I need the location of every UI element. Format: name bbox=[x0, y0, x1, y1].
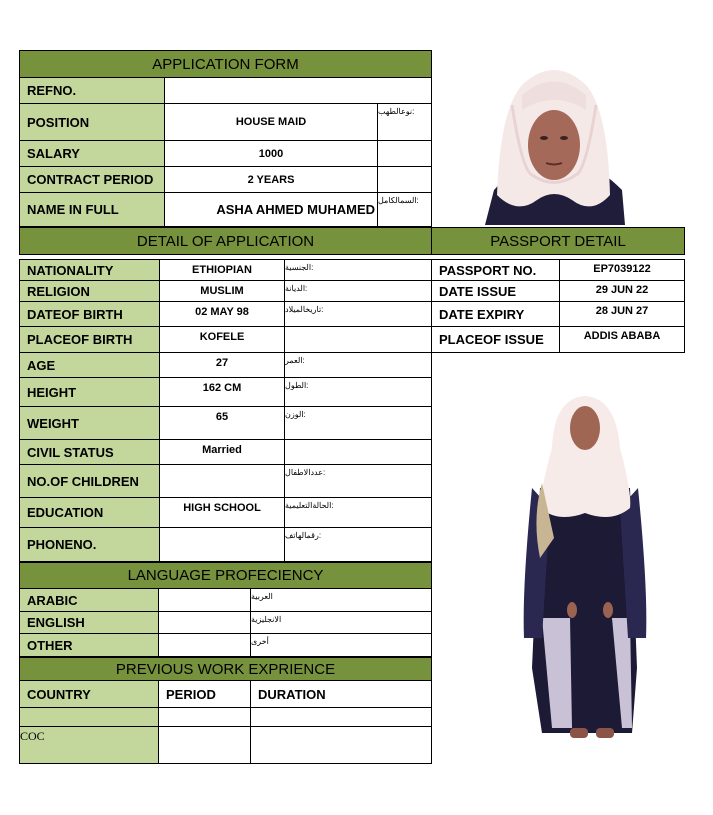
passport-label: PASSPORT NO. bbox=[432, 259, 560, 281]
detail-arabic-label: :الجنسية bbox=[285, 259, 432, 281]
name-value: ASHA AHMED MUHAMED bbox=[165, 193, 378, 227]
work-row-period bbox=[159, 708, 251, 727]
language-level bbox=[159, 589, 251, 612]
passport-label: DATE ISSUE bbox=[432, 281, 560, 302]
detail-value: 02 MAY 98 bbox=[160, 302, 285, 327]
language-arabic-label: أخرى bbox=[251, 634, 432, 657]
detail-arabic-label: :رقمالهاتف bbox=[285, 528, 432, 562]
contract-period-label: CONTRACT PERIOD bbox=[19, 167, 165, 193]
detail-label: HEIGHT bbox=[19, 378, 160, 407]
language-arabic-label: الانجليزية bbox=[251, 612, 432, 634]
detail-label: WEIGHT bbox=[19, 407, 160, 440]
position-arabic-label: :نوعالطهب bbox=[378, 104, 432, 141]
detail-value bbox=[160, 528, 285, 562]
detail-arabic-label: :الوزن bbox=[285, 407, 432, 440]
language-arabic-label: العربية bbox=[251, 589, 432, 612]
salary-label: SALARY bbox=[19, 141, 165, 167]
coc-period bbox=[159, 727, 251, 764]
passport-value: EP7039122 bbox=[560, 259, 685, 281]
detail-arabic-label bbox=[285, 327, 432, 353]
passport-label: DATE EXPIRY bbox=[432, 302, 560, 327]
passport-value: ADDIS ABABA bbox=[560, 327, 685, 353]
refno-label: REFNO. bbox=[19, 78, 165, 104]
detail-value: ETHIOPIAN bbox=[160, 259, 285, 281]
application-form-title: APPLICATION FORM bbox=[19, 50, 432, 78]
detail-label: NO.OF CHILDREN bbox=[19, 465, 160, 498]
detail-label: CIVIL STATUS bbox=[19, 440, 160, 465]
salary-value: 1000 bbox=[165, 141, 378, 167]
passport-detail-title: PASSPORT DETAIL bbox=[432, 227, 685, 255]
detail-arabic-label: :الطول bbox=[285, 378, 432, 407]
detail-arabic-label: :عددالاطفال bbox=[285, 465, 432, 498]
passport-value: 28 JUN 27 bbox=[560, 302, 685, 327]
position-label: POSITION bbox=[19, 104, 165, 141]
language-level bbox=[159, 612, 251, 634]
passport-label: PLACEOF ISSUE bbox=[432, 327, 560, 353]
detail-label: PHONENO. bbox=[19, 528, 160, 562]
language-label: ENGLISH bbox=[19, 612, 159, 634]
name-arabic-label: :السمالكامل bbox=[378, 193, 432, 227]
detail-value: Married bbox=[160, 440, 285, 465]
position-value: HOUSE MAID bbox=[165, 104, 378, 141]
language-proficiency-title: LANGUAGE PROFECIENCY bbox=[19, 562, 432, 589]
coc-duration bbox=[251, 727, 432, 764]
detail-label: DATEOF BIRTH bbox=[19, 302, 160, 327]
language-label: ARABIC bbox=[19, 589, 159, 612]
work-col-period: PERIOD bbox=[159, 681, 251, 708]
refno-field[interactable] bbox=[165, 78, 432, 104]
detail-arabic-label: :العمر bbox=[285, 353, 432, 378]
detail-label: AGE bbox=[19, 353, 160, 378]
work-row-duration bbox=[251, 708, 432, 727]
detail-label: PLACEOF BIRTH bbox=[19, 327, 160, 353]
detail-value bbox=[160, 465, 285, 498]
coc-cell: COC bbox=[19, 727, 159, 764]
passport-value: 29 JUN 22 bbox=[560, 281, 685, 302]
work-row-country bbox=[19, 708, 159, 727]
detail-arabic-label: :الحالةالتعليمية bbox=[285, 498, 432, 528]
detail-value: HIGH SCHOOL bbox=[160, 498, 285, 528]
detail-label: NATIONALITY bbox=[19, 259, 160, 281]
full-body-photo bbox=[462, 388, 688, 764]
detail-value: KOFELE bbox=[160, 327, 285, 353]
contract-extra-cell bbox=[378, 167, 432, 193]
salary-extra-cell bbox=[378, 141, 432, 167]
detail-arabic-label bbox=[285, 440, 432, 465]
language-label: OTHER bbox=[19, 634, 159, 657]
detail-label: EDUCATION bbox=[19, 498, 160, 528]
language-level bbox=[159, 634, 251, 657]
detail-value: 27 bbox=[160, 353, 285, 378]
work-col-duration: DURATION bbox=[251, 681, 432, 708]
detail-value: 65 bbox=[160, 407, 285, 440]
portrait-photo bbox=[482, 50, 627, 225]
detail-of-application-title: DETAIL OF APPLICATION bbox=[19, 227, 432, 255]
detail-arabic-label: :تاريخالميلاد bbox=[285, 302, 432, 327]
work-col-country: COUNTRY bbox=[19, 681, 159, 708]
name-label: NAME IN FULL bbox=[19, 193, 165, 227]
detail-label: RELIGION bbox=[19, 281, 160, 302]
detail-value: 162 CM bbox=[160, 378, 285, 407]
detail-value: MUSLIM bbox=[160, 281, 285, 302]
contract-period-value: 2 YEARS bbox=[165, 167, 378, 193]
detail-arabic-label: :الديانة bbox=[285, 281, 432, 302]
previous-work-title: PREVIOUS WORK EXPRIENCE bbox=[19, 657, 432, 681]
